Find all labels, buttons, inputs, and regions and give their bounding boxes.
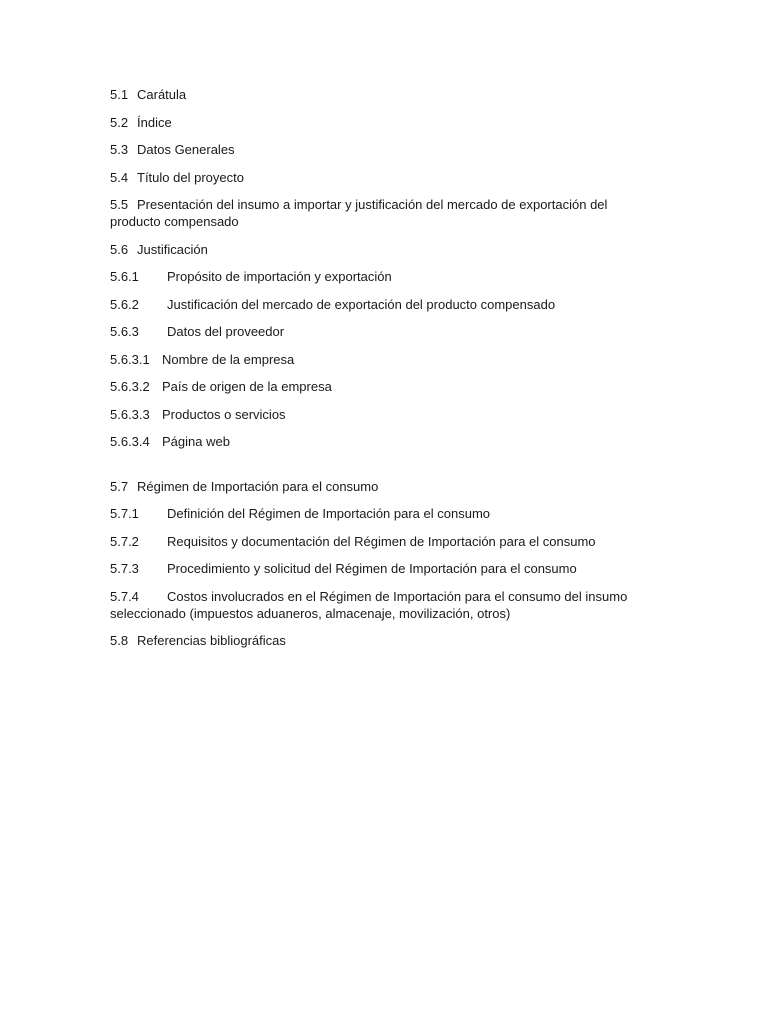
toc-entry	[110, 268, 650, 285]
document-page	[110, 86, 650, 660]
section-title: País de origen de la empresa	[162, 379, 332, 394]
blank-line	[110, 461, 650, 478]
section-title: Datos Generales	[137, 142, 235, 157]
section-title: Productos o servicios	[162, 406, 286, 422]
toc-entry	[110, 196, 650, 230]
section-number: 5.6.3.1	[110, 351, 150, 367]
section-number: 5.5	[110, 197, 129, 212]
section-number: 5.8	[110, 633, 129, 648]
toc-entry	[110, 296, 650, 313]
section-title: Presentación del insumo a importar y justificación del mercado de exportación del producto compensado	[110, 197, 608, 229]
section-number: 5.1	[110, 87, 129, 102]
section-title: Justificación	[137, 241, 208, 257]
toc-entry	[110, 533, 650, 550]
section-title: Costos involucrados en el Régimen de Importación para el consumo del insumo seleccionado (impuestos aduaneros, almacenaje, movilización, otros)	[110, 588, 628, 621]
toc-entry	[110, 323, 650, 340]
toc-entry	[110, 505, 650, 522]
section-number: 5.7	[110, 478, 129, 494]
section-number: 5.7.4	[110, 588, 139, 604]
toc-entry	[110, 588, 650, 622]
section-number: 5.2	[110, 114, 129, 130]
toc-entry	[110, 433, 650, 450]
toc-entry	[110, 141, 650, 158]
toc-entry	[110, 86, 650, 103]
section-title: Definición del Régimen de Importación para el consumo	[167, 506, 491, 521]
section-number: 5.6.2	[110, 296, 139, 312]
section-title: Datos del proveedor	[167, 324, 285, 339]
section-title: Página web	[162, 434, 230, 449]
section-number: 5.6.3.3	[110, 406, 150, 422]
section-title: Nombre de la empresa	[162, 351, 295, 367]
section-number: 5.7.2	[110, 533, 139, 549]
section-number: 5.7.3	[110, 561, 139, 576]
toc-entry	[110, 378, 650, 395]
section-title: Referencias bibliográficas	[137, 633, 286, 648]
toc-entry	[110, 241, 650, 258]
toc-entry	[110, 406, 650, 423]
section-title: Índice	[137, 114, 172, 130]
section-number: 5.6.1	[110, 269, 139, 284]
section-title: Procedimiento y solicitud del Régimen de Importación para el consumo	[167, 561, 577, 576]
section-number: 5.7.1	[110, 506, 139, 521]
section-number: 5.6	[110, 241, 129, 257]
section-title: Carátula	[137, 87, 187, 102]
section-number: 5.6.3.2	[110, 379, 150, 394]
section-number: 5.6.3.4	[110, 434, 150, 449]
toc-entry	[110, 632, 650, 649]
section-number: 5.6.3	[110, 324, 139, 339]
section-title: Título del proyecto	[137, 169, 244, 185]
section-title: Propósito de importación y exportación	[167, 269, 392, 284]
toc-entry	[110, 114, 650, 131]
toc-entry	[110, 351, 650, 368]
toc-entry	[110, 169, 650, 186]
toc-entry	[110, 478, 650, 495]
section-title: Justificación del mercado de exportación del producto compensado	[167, 296, 556, 312]
section-number: 5.3	[110, 142, 129, 157]
toc-entry	[110, 560, 650, 577]
section-number: 5.4	[110, 169, 129, 185]
section-title: Régimen de Importación para el consumo	[137, 478, 379, 494]
section-title: Requisitos y documentación del Régimen de Importación para el consumo	[167, 533, 596, 549]
